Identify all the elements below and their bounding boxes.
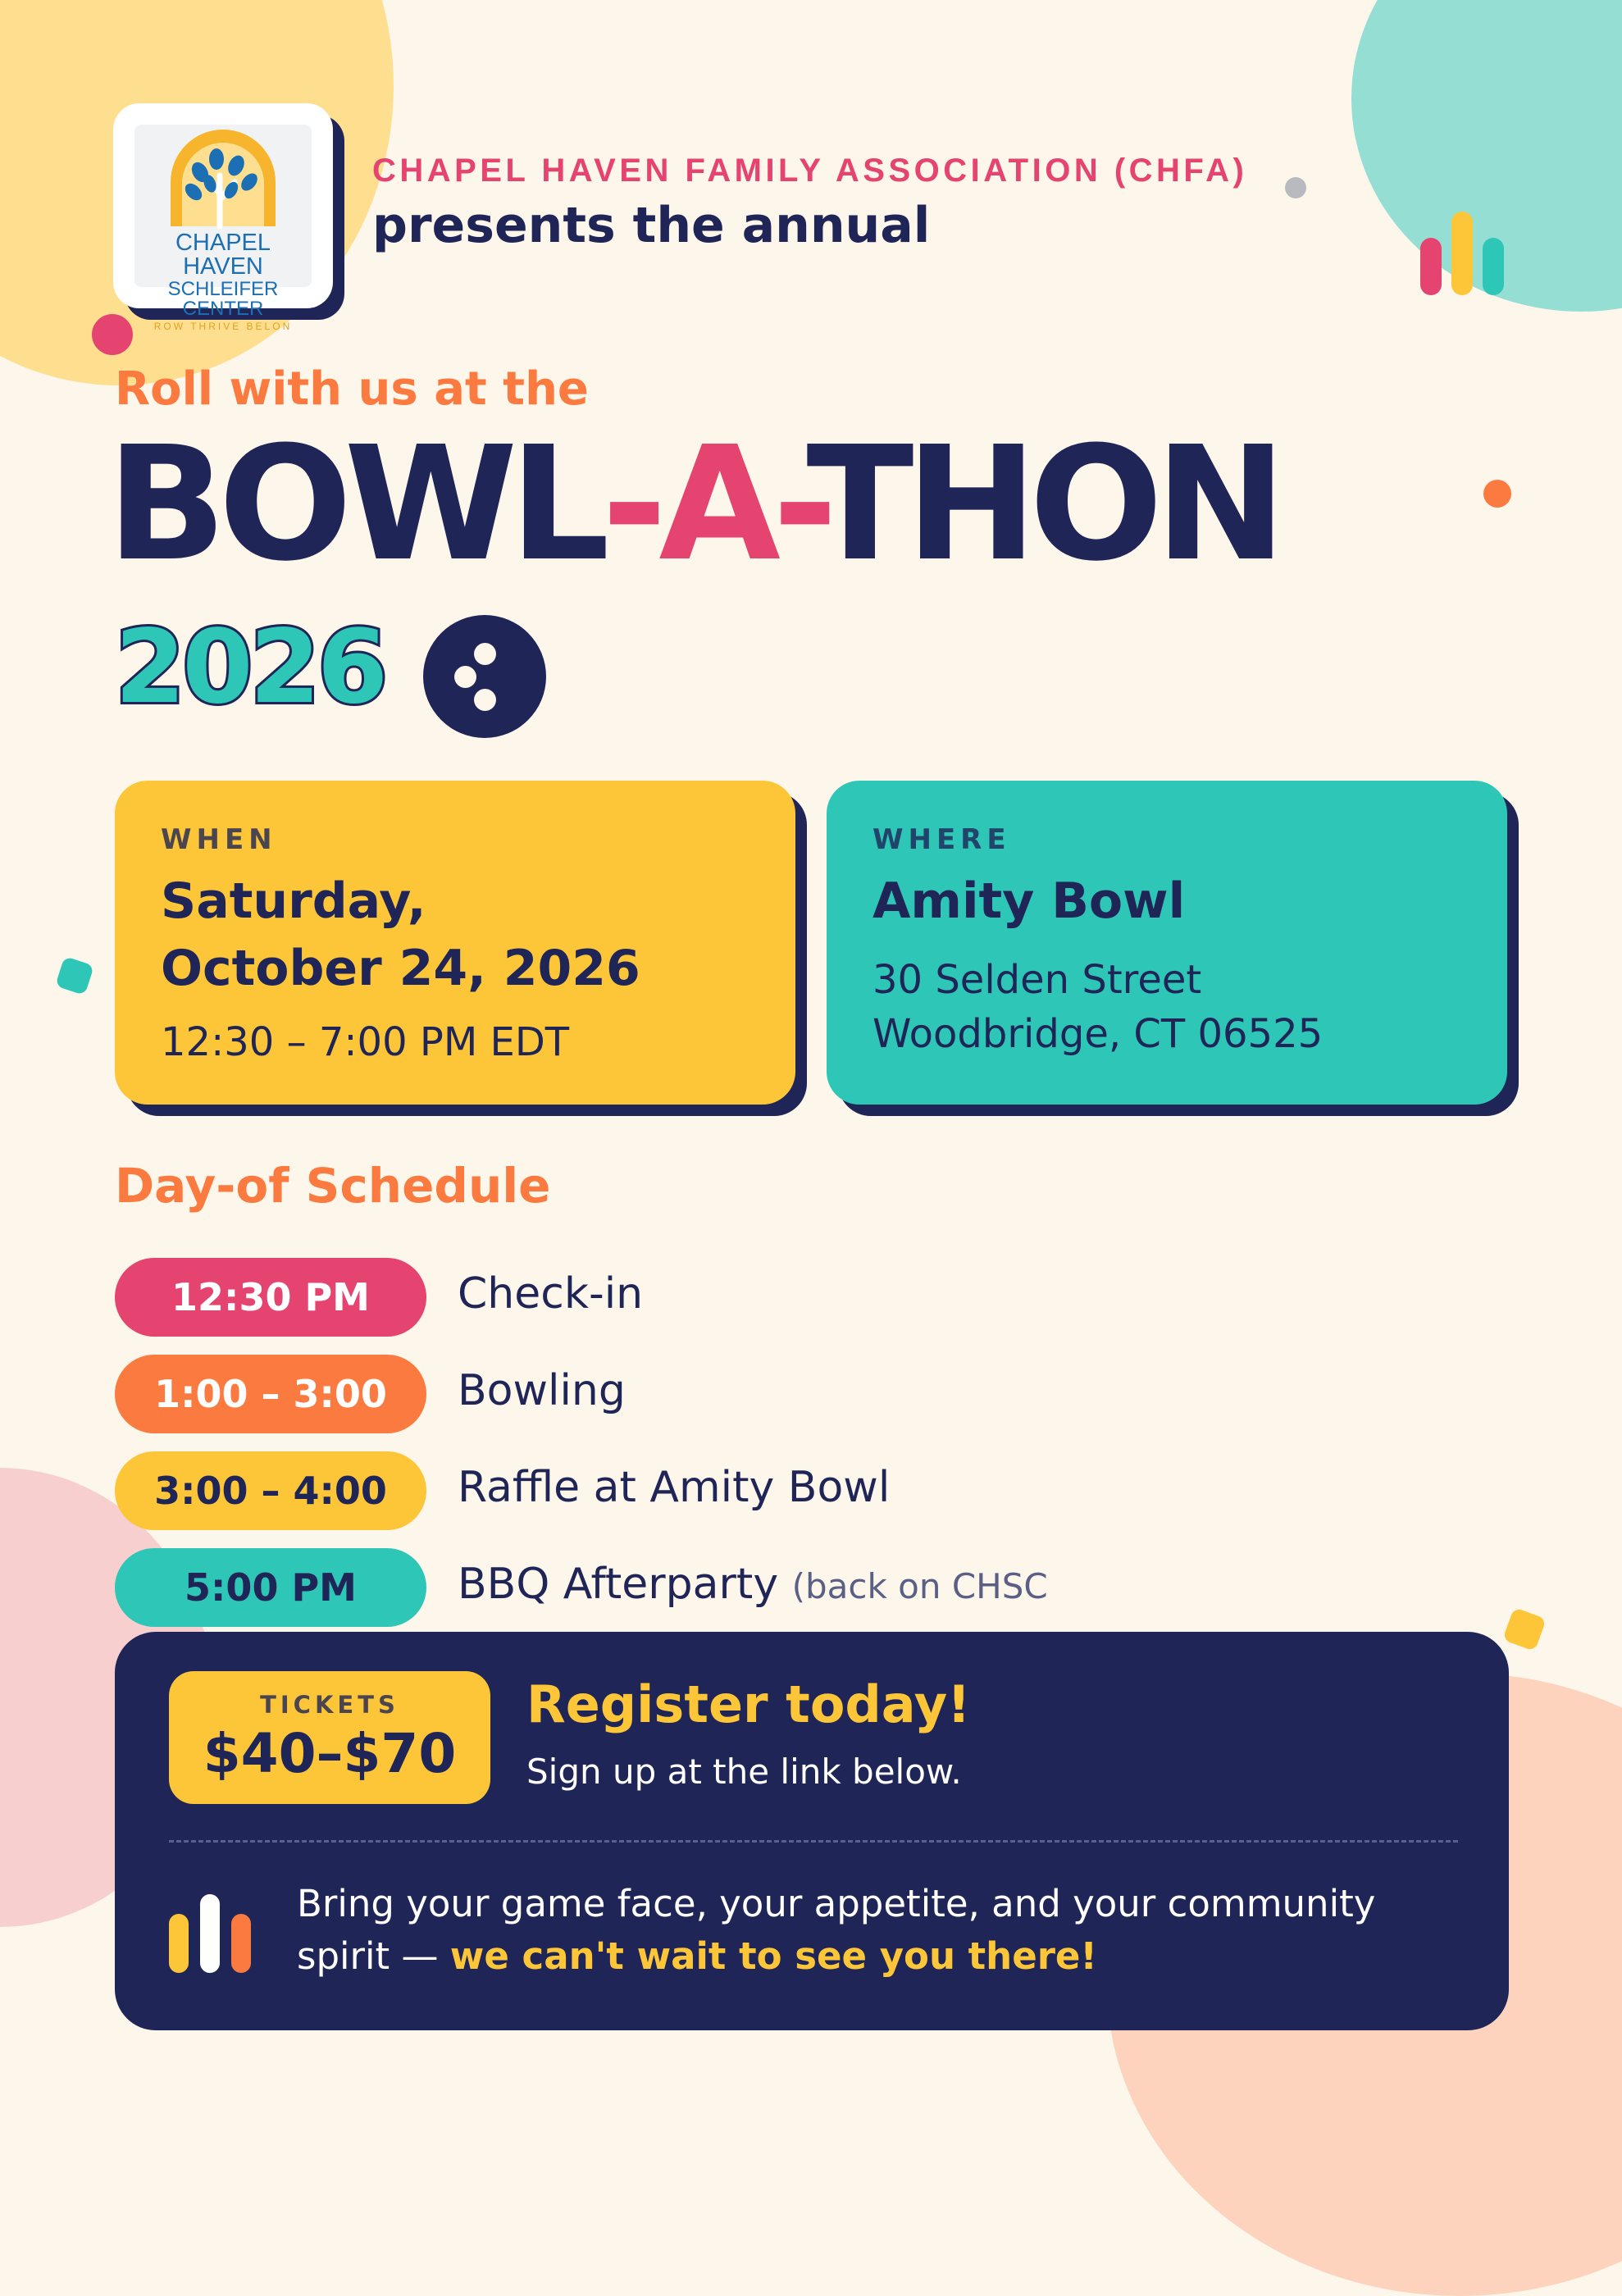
closing-highlight: we can't wait to see you there! [449, 1934, 1097, 1978]
schedule-time-pill: 3:00 – 4:00 [115, 1451, 426, 1530]
tickets-label: TICKETS [260, 1691, 399, 1719]
event-title-end: THON [806, 413, 1278, 596]
when-label: WHEN [161, 823, 277, 856]
schedule-activity: Check-in [458, 1269, 644, 1319]
ticket-price-badge [169, 1671, 490, 1804]
schedule-activity-note: (back on CHSC [791, 1566, 1048, 1606]
bar-accent-icon [169, 1894, 251, 1973]
where-address-line1: 30 Selden Street [873, 957, 1202, 1003]
organization-name: CHAPEL HAVEN FAMILY ASSOCIATION (CHFA) [372, 153, 1248, 189]
logo-text-line2: SCHLEIFER CENTER [167, 278, 279, 320]
where-address [873, 953, 1323, 1061]
hero-kicker: Roll with us at the [115, 362, 589, 416]
decor-square-teal [55, 956, 94, 995]
registration-panel [115, 1632, 1509, 2030]
organization-logo [113, 103, 333, 332]
presents-line: presents the annual [372, 197, 931, 254]
when-card [115, 781, 795, 1105]
schedule-activity [458, 1560, 1048, 1609]
event-year: 2026 [115, 608, 385, 727]
bowling-ball-icon [423, 615, 546, 738]
where-venue: Amity Bowl [873, 872, 1186, 930]
bar-accent-icon [1420, 212, 1504, 295]
schedule-activity: Bowling [458, 1366, 626, 1415]
schedule-title: Day-of Schedule [115, 1158, 551, 1214]
decor-dot-orange [1483, 480, 1511, 508]
schedule-item [115, 1451, 1345, 1530]
logo-tree-icon [134, 125, 312, 231]
event-title-start: BOWL [107, 413, 602, 596]
schedule-time-pill: 12:30 PM [115, 1258, 426, 1337]
closing-text: Bring your game face, your appetite, and your community spirit — [297, 1882, 1376, 1978]
decor-square-yellow [1502, 1607, 1547, 1651]
schedule-item [115, 1258, 1345, 1337]
decor-dot-grey [1285, 177, 1306, 198]
schedule-item [115, 1548, 1345, 1627]
decor-dot-pink [92, 314, 133, 355]
when-date-line2: October 24, 2026 [161, 940, 640, 997]
schedule-activity-name: BBQ Afterparty [458, 1560, 779, 1609]
when-time: 12:30 – 7:00 PM EDT [161, 1019, 570, 1065]
schedule-time-pill: 5:00 PM [115, 1548, 426, 1627]
closing-message [297, 1878, 1461, 1983]
register-subtext: Sign up at the link below. [526, 1752, 962, 1792]
where-card [827, 781, 1507, 1105]
logo-text-line1: CHAPEL HAVEN [175, 230, 271, 280]
schedule-time-pill: 1:00 – 3:00 [115, 1355, 426, 1433]
when-date-line1: Saturday, [161, 872, 426, 930]
event-title [107, 413, 1278, 596]
event-title-mid: -A- [601, 413, 807, 596]
schedule-activity: Raffle at Amity Bowl [458, 1463, 891, 1512]
where-label: WHERE [873, 823, 1011, 856]
tickets-price: $40–$70 [203, 1722, 457, 1785]
logo-text-line3: ROW THRIVE BELON [153, 321, 293, 332]
register-heading: Register today! [526, 1674, 971, 1734]
where-address-line2: Woodbridge, CT 06525 [873, 1011, 1324, 1057]
when-date [161, 868, 640, 1002]
panel-divider [169, 1840, 1458, 1843]
schedule-item [115, 1355, 1345, 1433]
